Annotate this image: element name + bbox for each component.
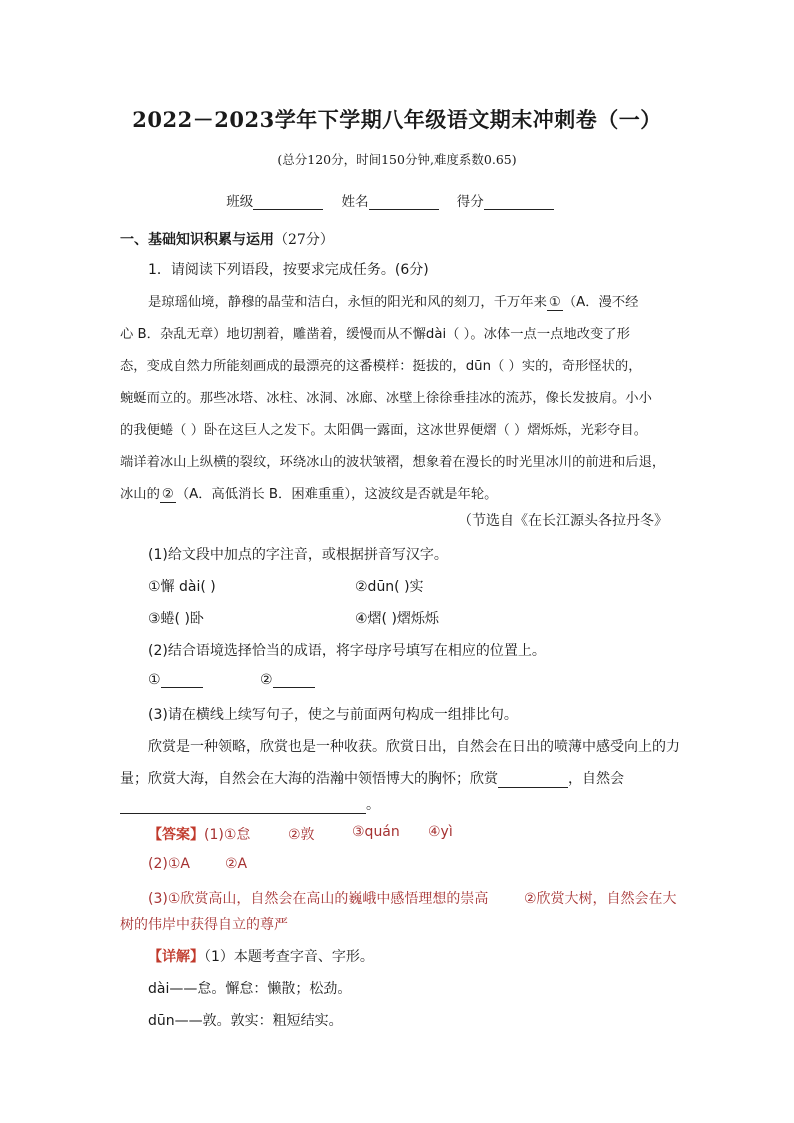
name-label: 姓名 <box>341 194 369 210</box>
detail-line <box>148 946 374 966</box>
student-info-row <box>0 190 794 210</box>
passage-text: （A．漫不经 <box>562 295 639 310</box>
sub3-text-line <box>120 794 380 814</box>
passage-line: 的我便蜷（ ）卧在这巨人之发下。太阳偶一露面，这冰世界便熠（ ）熠烁烁，光彩夺目。 <box>120 423 648 438</box>
section-title: 一、基础知识积累与运用 <box>120 232 274 248</box>
sub-question-1: (1)给文段中加点的字注音，或根据拼音写汉字。 <box>148 547 448 563</box>
class-field[interactable] <box>253 195 323 210</box>
sub3-text: ，自然会 <box>568 771 624 787</box>
passage-text: 冰山的 <box>120 487 160 502</box>
sub-question-3: (3)请在横线上续写句子，使之与前面两句构成一组排比句。 <box>148 707 518 723</box>
answer-item: ③quán <box>352 824 400 840</box>
detail-tag: 【详解】 <box>148 949 204 965</box>
passage-text: 是琼瑶仙境，静穆的晶莹和洁白，永恒的阳光和风的刻刀，千万年来 <box>148 295 547 310</box>
class-label: 班级 <box>226 194 254 210</box>
answer-line <box>148 824 250 844</box>
sub2-label-1: ① <box>148 672 161 688</box>
passage-line: 端详着冰山上纵横的裂纹，环绕冰山的波状皱褶，想象着在漫长的时光里冰川的前进和后退， <box>120 455 666 470</box>
answer-item: (1)①怠 <box>204 827 251 843</box>
detail-line: dài——怠。懈怠：懒散；松劲。 <box>148 981 352 997</box>
score-field[interactable] <box>484 195 554 210</box>
score-label: 得分 <box>456 194 484 210</box>
passage-line <box>148 291 708 311</box>
answer-item: 树的伟岸中获得自立的尊严 <box>120 917 288 933</box>
sub3-text: 。 <box>366 797 380 813</box>
sub1-item-b: ②dūn( )实 <box>355 579 424 595</box>
blank-1[interactable]: ① <box>548 295 561 310</box>
question-prompt: 1．请阅读下列语段，按要求完成任务。(6分) <box>148 262 429 278</box>
sub3-text-line <box>120 768 624 788</box>
sub1-item-d: ④熠( )熠烁烁 <box>355 611 439 627</box>
answer-item: (3)①欣赏高山，自然会在高山的巍峨中感悟理想的崇高 <box>148 891 489 907</box>
answer-item: (2)①A <box>148 856 190 872</box>
passage-line: 蜿蜒而立的。那些冰塔、冰柱、冰洞、冰廊、冰壁上徐徐垂挂冰的流苏，像长发披肩。小小 <box>120 391 652 406</box>
answer-item: ②敦 <box>288 827 315 843</box>
passage-line: 态，变成自然力所能刻画成的最漂亮的这番模样：挺拔的，dūn（ ）实的，奇形怪状的， <box>120 359 642 374</box>
answer-item: ②A <box>225 856 248 872</box>
answer-tag: 【答案】 <box>148 827 204 843</box>
detail-line: dūn——敦。敦实：粗短结实。 <box>148 1013 343 1029</box>
sub-question-2: (2)结合语境选择恰当的成语，将字母序号填写在相应的位置上。 <box>148 643 546 659</box>
section-score: （27分） <box>274 232 334 248</box>
sub2-blank-1[interactable] <box>161 672 203 688</box>
passage-source: （节选自《在长江源头各拉丹冬》 <box>458 513 668 529</box>
sub3-text-line: 欣赏是一种领略，欣赏也是一种收获。欣赏日出，自然会在日出的喷薄中感受向上的力 <box>148 739 680 755</box>
sub2-answer-1 <box>148 672 203 688</box>
passage-line: 心 B．杂乱无章）地切割着，雕凿着，缓慢而从不懈dài（ ）。冰体一点一点地改变了形 <box>120 327 630 342</box>
sub3-text: 量；欣赏大海，自然会在大海的浩瀚中领悟博大的胸怀；欣赏 <box>120 771 498 787</box>
sub2-answer-2 <box>260 672 315 688</box>
detail-text: （1）本题考查字音、字形。 <box>204 949 374 965</box>
blank-2[interactable]: ② <box>161 487 174 502</box>
sub3-blank-2[interactable] <box>120 798 366 814</box>
exam-info: (总分120分，时间150分钟,难度系数0.65) <box>277 152 517 167</box>
name-field[interactable] <box>369 195 439 210</box>
page-title: 2022－2023学年下学期八年级语文期末冲刺卷（一） <box>132 107 662 132</box>
sub2-label-2: ② <box>260 672 273 688</box>
section-heading <box>120 229 334 249</box>
sub1-item-a: ①懈 dài( ) <box>148 579 216 595</box>
passage-text: （A．高低消长 B．困难重重），这波纹是否就是年轮。 <box>175 487 498 502</box>
answer-item: ②欣赏大树，自然会在大 <box>524 891 677 907</box>
answer-item: ④yì <box>428 824 453 840</box>
sub3-blank-1[interactable] <box>498 772 568 788</box>
passage-line <box>120 483 680 503</box>
sub2-blank-2[interactable] <box>273 672 315 688</box>
sub1-item-c: ③蜷( )卧 <box>148 611 204 627</box>
